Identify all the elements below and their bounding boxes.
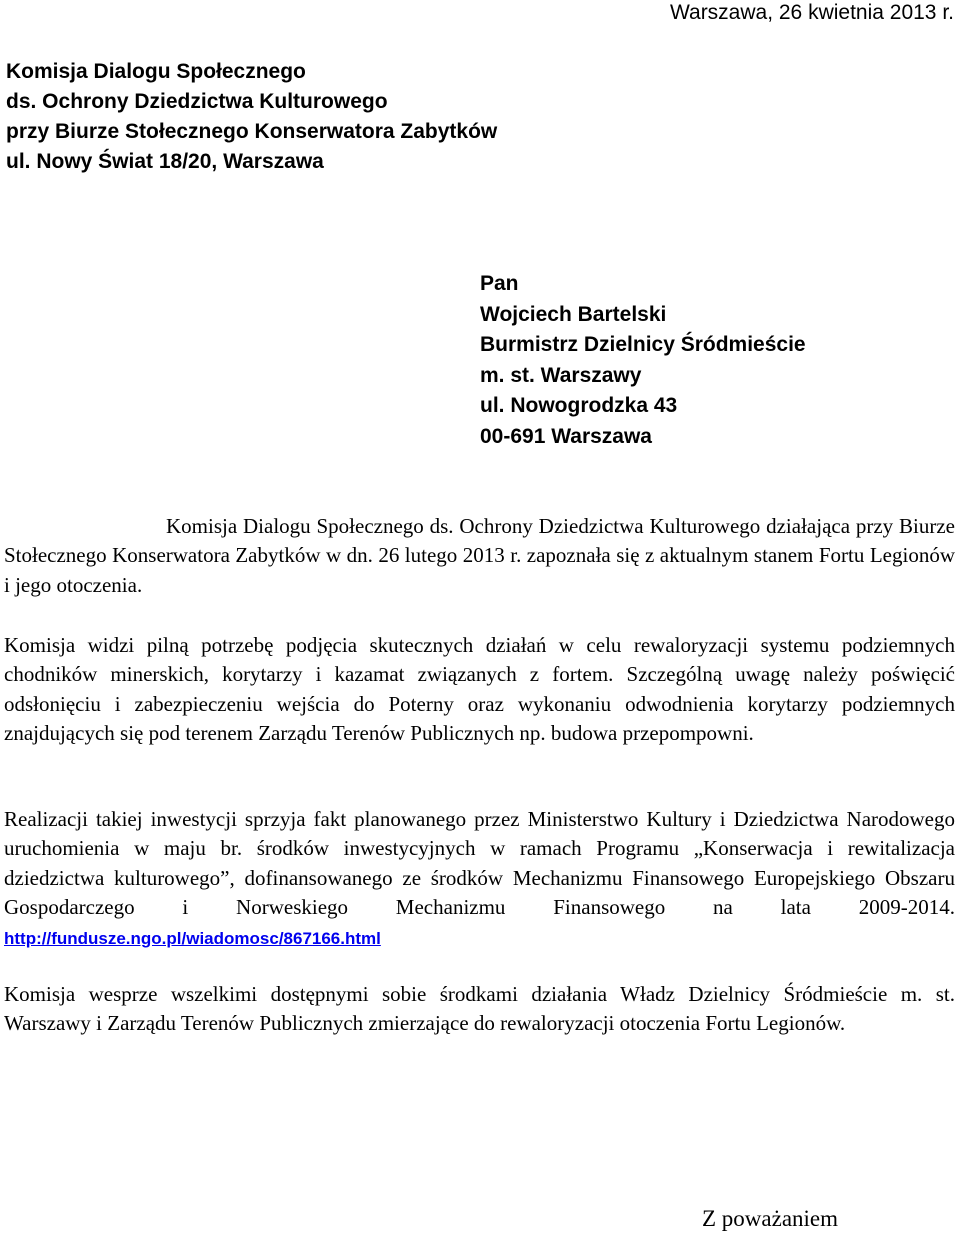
recipient-line-city: m. st. Warszawy	[480, 363, 642, 387]
recipient-line-salutation: Pan	[480, 272, 519, 295]
sender-line-department: ds. Ochrony Dziedzictwa Kulturowego	[6, 90, 388, 113]
recipient-line-street: ul. Nowogrodzka 43	[480, 394, 678, 418]
recipient-line-postcode: 00-691 Warszawa	[480, 424, 652, 448]
paragraph-funding	[4, 805, 955, 953]
letter-date: Warszawa, 26 kwietnia 2013 r.	[669, 1, 954, 24]
paragraph-support: Komisja wesprze wszelkimi dostępnymi sobie środkami działania Władz Dzielnicy Śródmieście m. st. Warszawy i Zarządu Terenów Publicznych zmierzające do rewaloryzacji otoczenia Fortu Legionów.	[4, 982, 955, 1036]
sender-address-block	[6, 57, 497, 177]
closing-salutation: Z poważaniem	[702, 1206, 839, 1231]
paragraph-introduction: Komisja Dialogu Społecznego ds. Ochrony Dziedzictwa Kulturowego działająca przy Biurze Stołecznego Konserwatora Zabytków w dn. 26 lutego 2013 r. zapoznała się z aktualnym stanem Fortu Legionów i jego otoczenia.	[4, 514, 955, 597]
paragraph-funding-text: Realizacji takiej inwestycji sprzyja fakt planowanego przez Ministerstwo Kultury i Dziedzictwa Narodowego uruchomienia w maju br. środków inwestycyjnych w ramach Programu „Konserwacja i rewitalizacja dziedzictwa kulturowego”, dofinansowanego ze środków Mechanizmu Finansowego Europejskiego Obszaru Gospodarczego i Norweskiego Mechanizmu Finansowego na lata 2009-2014.	[4, 807, 955, 920]
recipient-line-title: Burmistrz Dzielnicy Śródmieście	[480, 333, 806, 357]
funding-link[interactable]: http://fundusze.ngo.pl/wiadomosc/867166.html	[4, 928, 381, 948]
sender-line-office: przy Biurze Stołecznego Konserwatora Zabytków	[6, 120, 498, 143]
sender-line-organization: Komisja Dialogu Społecznego	[6, 60, 306, 83]
recipient-address-block	[480, 269, 806, 453]
recipient-line-name: Wojciech Bartelski	[480, 302, 667, 326]
sender-line-street: ul. Nowy Świat 18/20, Warszawa	[6, 150, 324, 173]
paragraph-needs: Komisja widzi pilną potrzebę podjęcia skutecznych działań w celu rewaloryzacji systemu podziemnych chodników minerskich, korytarzy i kazamat związanych z fortem. Szczególną uwagę należy poświęcić odsłonięciu i zabezpieczeniu wejścia do Poterny oraz wykonaniu odwodnienia korytarzy podziemnych znajdujących się pod terenem Zarządu Terenów Publicznych np. budowa przepompowni.	[4, 633, 955, 746]
